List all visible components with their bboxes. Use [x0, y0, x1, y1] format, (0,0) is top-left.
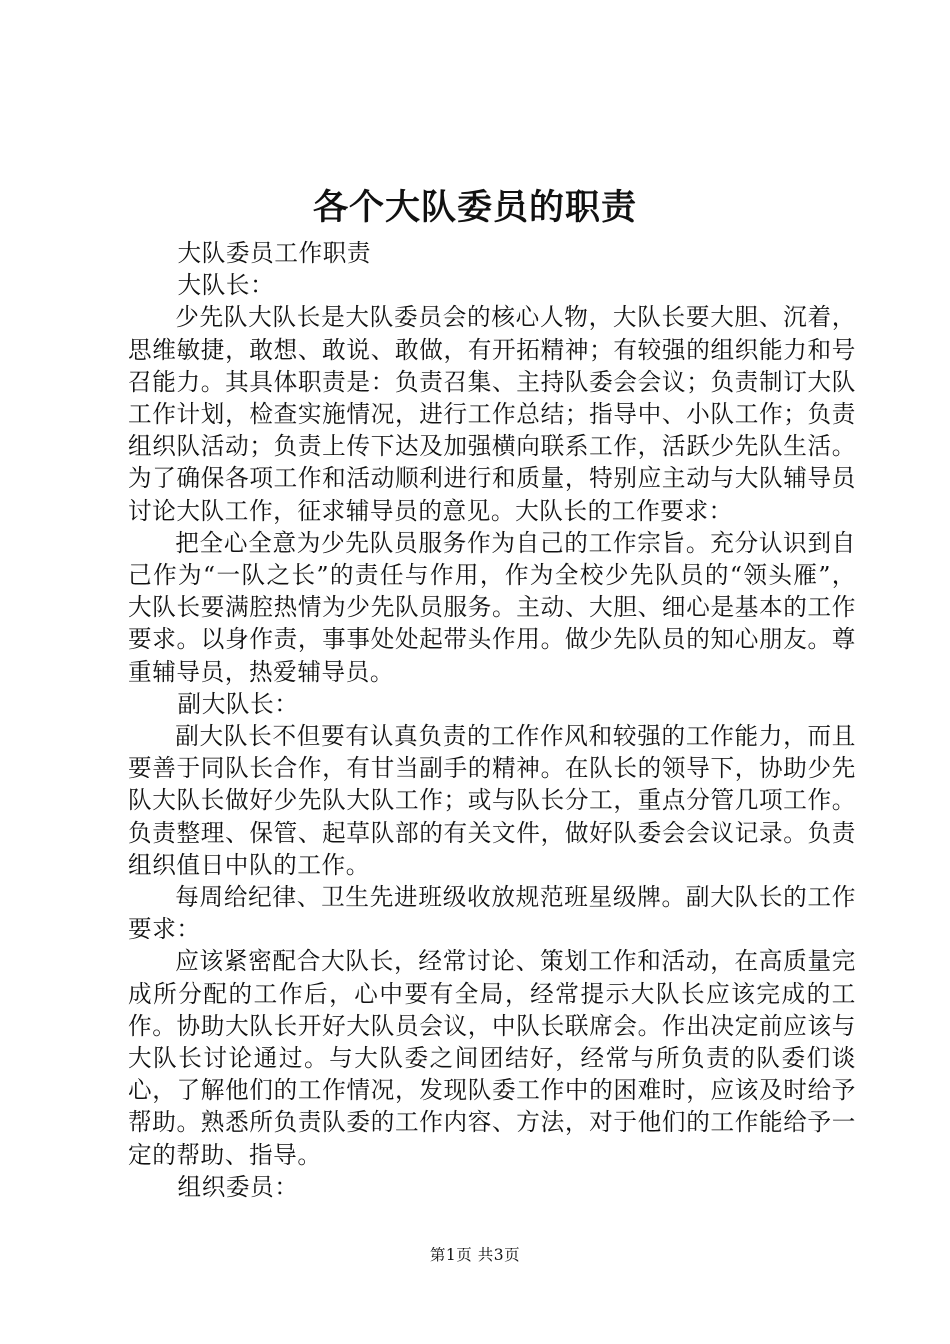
- paragraph-captain-duties: 少先队大队长是大队委员会的核心人物，大队长要大胆、沉着，思维敏捷，敢想、敢说、敢做，有开拓精神；有较强的组织能力和号召能力。其具体职责是：负责召集、主持队委会会议；负责制订大队工作计划，检查实施情况，进行工作总结；指导中、小队工作；负责组织队活动；负责上传下达及加强横向联系工作，活跃少先队生活。为了确保各项工作和活动顺利进行和质量，特别应主动与大队辅导员讨论大队工作，征求辅导员的意见。大队长的工作要求：: [128, 303, 856, 525]
- paragraph-vice-captain-duties: 副大队长不但要有认真负责的工作作风和较强的工作能力，而且要善于同队长合作，有甘当副手的精神。在队长的领导下，协助少先队大队长做好少先队大队工作；或与队长分工，重点分管几项工作。负责整理、保管、起草队部的有关文件，做好队委会会议记录。负责组织值日中队的工作。: [128, 722, 856, 879]
- document-title: 各个大队委员的职责: [312, 187, 637, 228]
- paragraph-section-heading: 大队委员工作职责: [177, 239, 372, 267]
- paragraph-role-heading-organizer: 组织委员：: [177, 1172, 299, 1201]
- paragraph-role-heading-vice-captain: 副大队长：: [177, 689, 299, 718]
- page-footer: 第1页 共3页: [429, 1246, 521, 1264]
- paragraph-vice-captain-weekly: 每周给纪律、卫生先进班级收放规范班星级牌。副大队长的工作要求：: [128, 883, 856, 944]
- document-body: [128, 237, 856, 1203]
- paragraph-vice-captain-requirements: 应该紧密配合大队长，经常讨论、策划工作和活动，在高质量完成所分配的工作后，心中要有全局，经常提示大队长应该完成的工作。协助大队长开好大队员会议，中队长联席会。作出决定前应该与大队长讨论通过。与大队委之间团结好，经常与所负责的队委们谈心，了解他们的工作情况，发现队委工作中的困难时，应该及时给予帮助。熟悉所负责队委的工作内容、方法，对于他们的工作能给予一定的帮助、指导。: [128, 947, 856, 1169]
- paragraph-role-heading-captain: 大队长：: [177, 271, 275, 300]
- paragraph-captain-requirements: 把全心全意为少先队员服务作为自己的工作宗旨。充分认识到自己作为“一队之长”的责任与作用，作为全校少先队员的“领头雁”，大队长要满腔热情为少先队员服务。主动、大胆、细心是基本的工作要求。以身作责，事事处处起带头作用。做少先队员的知心朋友。尊重辅导员，热爱辅导员。: [128, 528, 856, 686]
